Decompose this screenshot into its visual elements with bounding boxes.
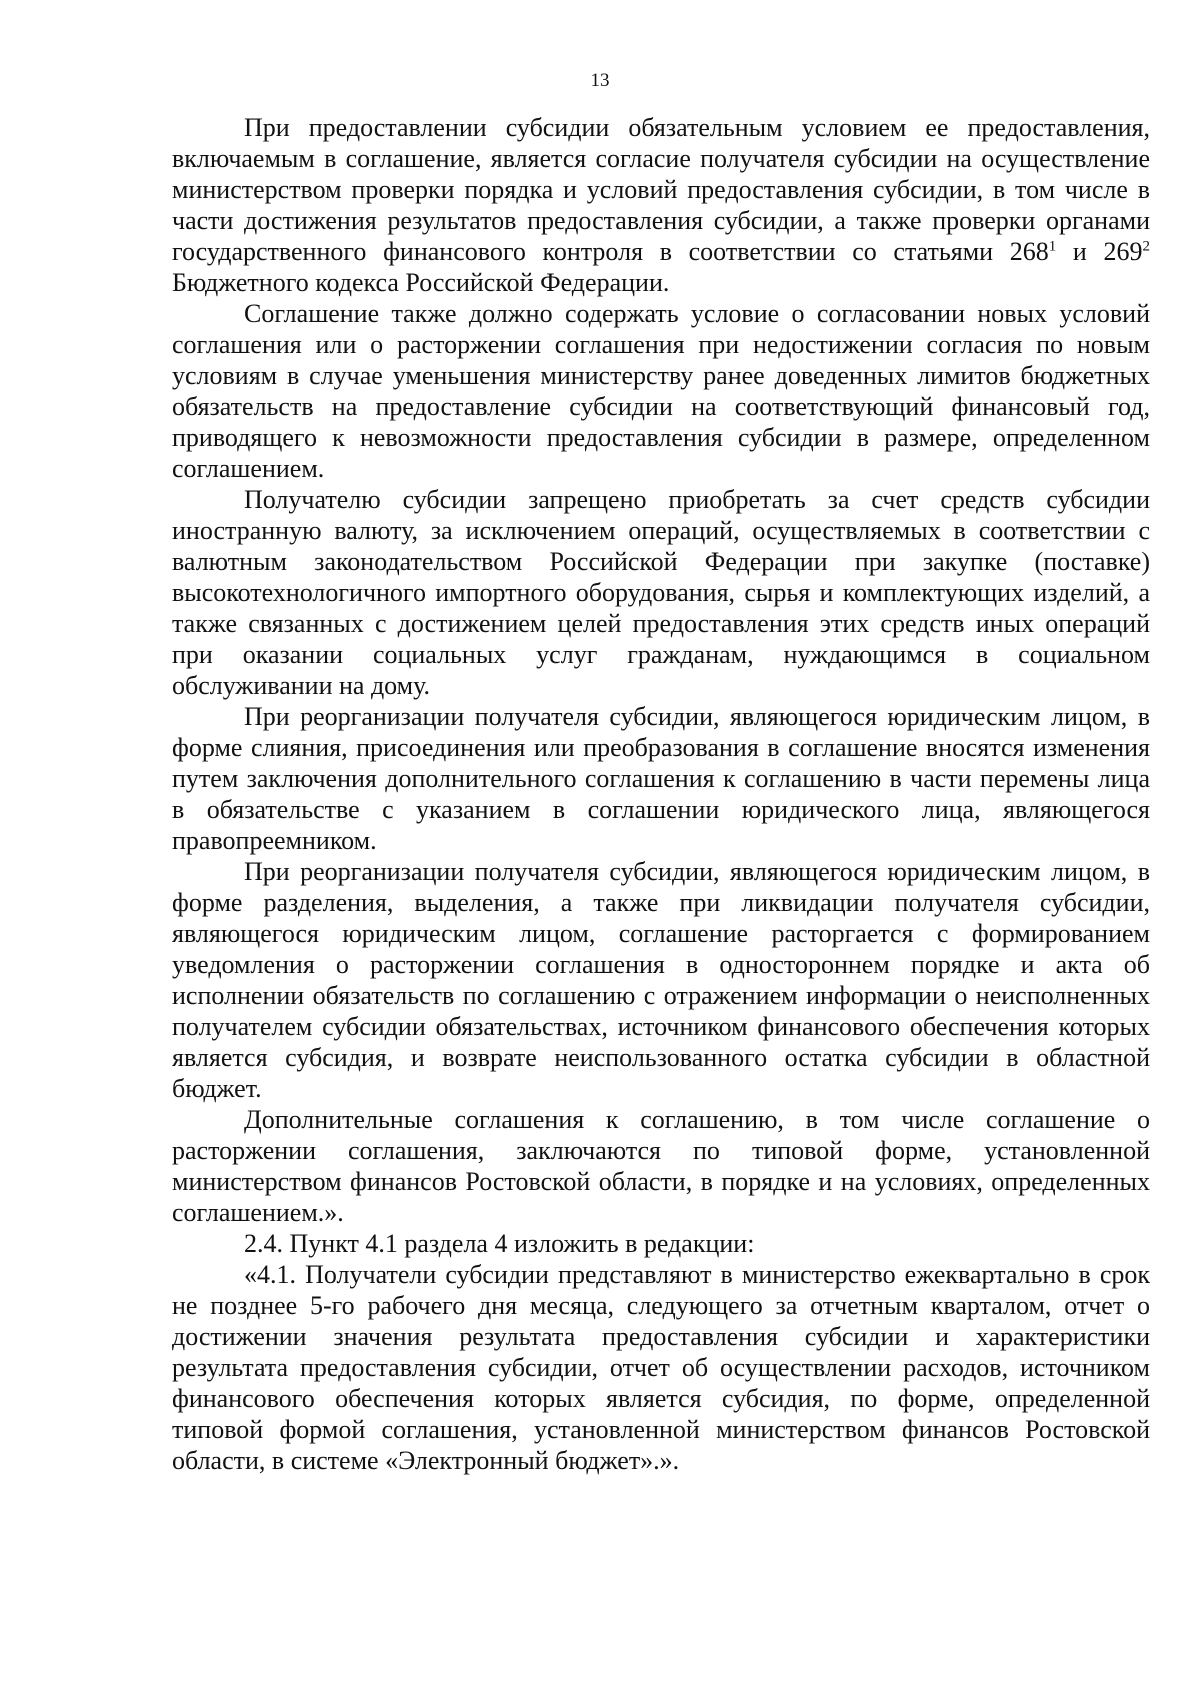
- paragraph-text: При предоставлении субсидии обязательным условием ее предоставления, включаемым в соглашение, является согласие получателя субсидии на осуществление министерством проверки порядка и условий предоставления субсидии, в том числе в части достижения результатов предоставления субсидии, а также проверки органами государственного финансового контроля в соответствии со статьями 268: [172, 113, 1150, 266]
- superscript-1: 1: [1048, 238, 1057, 255]
- paragraph-reorganization-merger: При реорганизации получателя субсидии, являющегося юридическим лицом, в форме слияния, присоединения или преобразования в соглашение вносятся изменения путем заключения дополнительного соглашения к соглашению в части перемены лица в обязательстве с указанием в соглашении юридического лица, являющегося правопреемником.: [172, 702, 1150, 855]
- paragraph-amendment-heading: 2.4. Пункт 4.1 раздела 4 изложить в редакции:: [244, 1229, 755, 1258]
- page-number: 13: [590, 70, 610, 91]
- paragraph-text: и 269: [1056, 237, 1143, 266]
- paragraph-subsidy-conditions: [172, 112, 1150, 298]
- superscript-2: 2: [1142, 238, 1150, 255]
- paragraph-currency-prohibition: Получателю субсидии запрещено приобретать за счет средств субсидии иностранную валюту, за исключением операций, осуществляемых в соответствии с валютным законодательством Российской Федерации при закупке (поставке) высокотехнологичного импортного оборудования, сырья и комплектующих изделий, а также связанных с достижением целей предоставления этих средств иных операций при оказании социальных услуг гражданам, нуждающимся в социальном обслуживании на дому.: [172, 485, 1150, 700]
- paragraph-item-4-1: «4.1. Получатели субсидии представляют в министерство ежеквартально в срок не позднее 5-го рабочего дня месяца, следующего за отчетным кварталом, отчет о достижении значения результата предоставления субсидии и характеристики результата предоставления субсидии, отчет об осуществлении расходов, источником финансового обеспечения которых является субсидия, по форме, определенной типовой формой соглашения, установленной министерством финансов Ростовской области, в системе «Электронный бюджет».».: [172, 1260, 1150, 1475]
- paragraph-additional-agreements: Дополнительные соглашения к соглашению, в том числе соглашение о расторжении соглашения, заключаются по типовой форме, установленной министерством финансов Ростовской области, в порядке и на условиях, определенных соглашением.».: [172, 1105, 1150, 1227]
- document-body: [172, 112, 1150, 1476]
- paragraph-text: Бюджетного кодекса Российской Федерации.: [172, 268, 670, 297]
- paragraph-reorganization-division: При реорганизации получателя субсидии, являющегося юридическим лицом, в форме разделения, выделения, а также при ликвидации получателя субсидии, являющегося юридическим лицом, соглашение расторгается с формированием уведомления о расторжении соглашения в одностороннем порядке и акта об исполнении обязательств по соглашению с отражением информации о неисполненных получателем субсидии обязательствах, источником финансового обеспечения которых является субсидия, и возврате неиспользованного остатка субсидии в областной бюджет.: [172, 857, 1150, 1103]
- paragraph-agreement-terms: Соглашение также должно содержать условие о согласовании новых условий соглашения или о расторжении соглашения при недостижении согласия по новым условиям в случае уменьшения министерству ранее доведенных лимитов бюджетных обязательств на предоставление субсидии на соответствующий финансовый год, приводящего к невозможности предоставления субсидии в размере, определенном соглашением.: [172, 299, 1150, 483]
